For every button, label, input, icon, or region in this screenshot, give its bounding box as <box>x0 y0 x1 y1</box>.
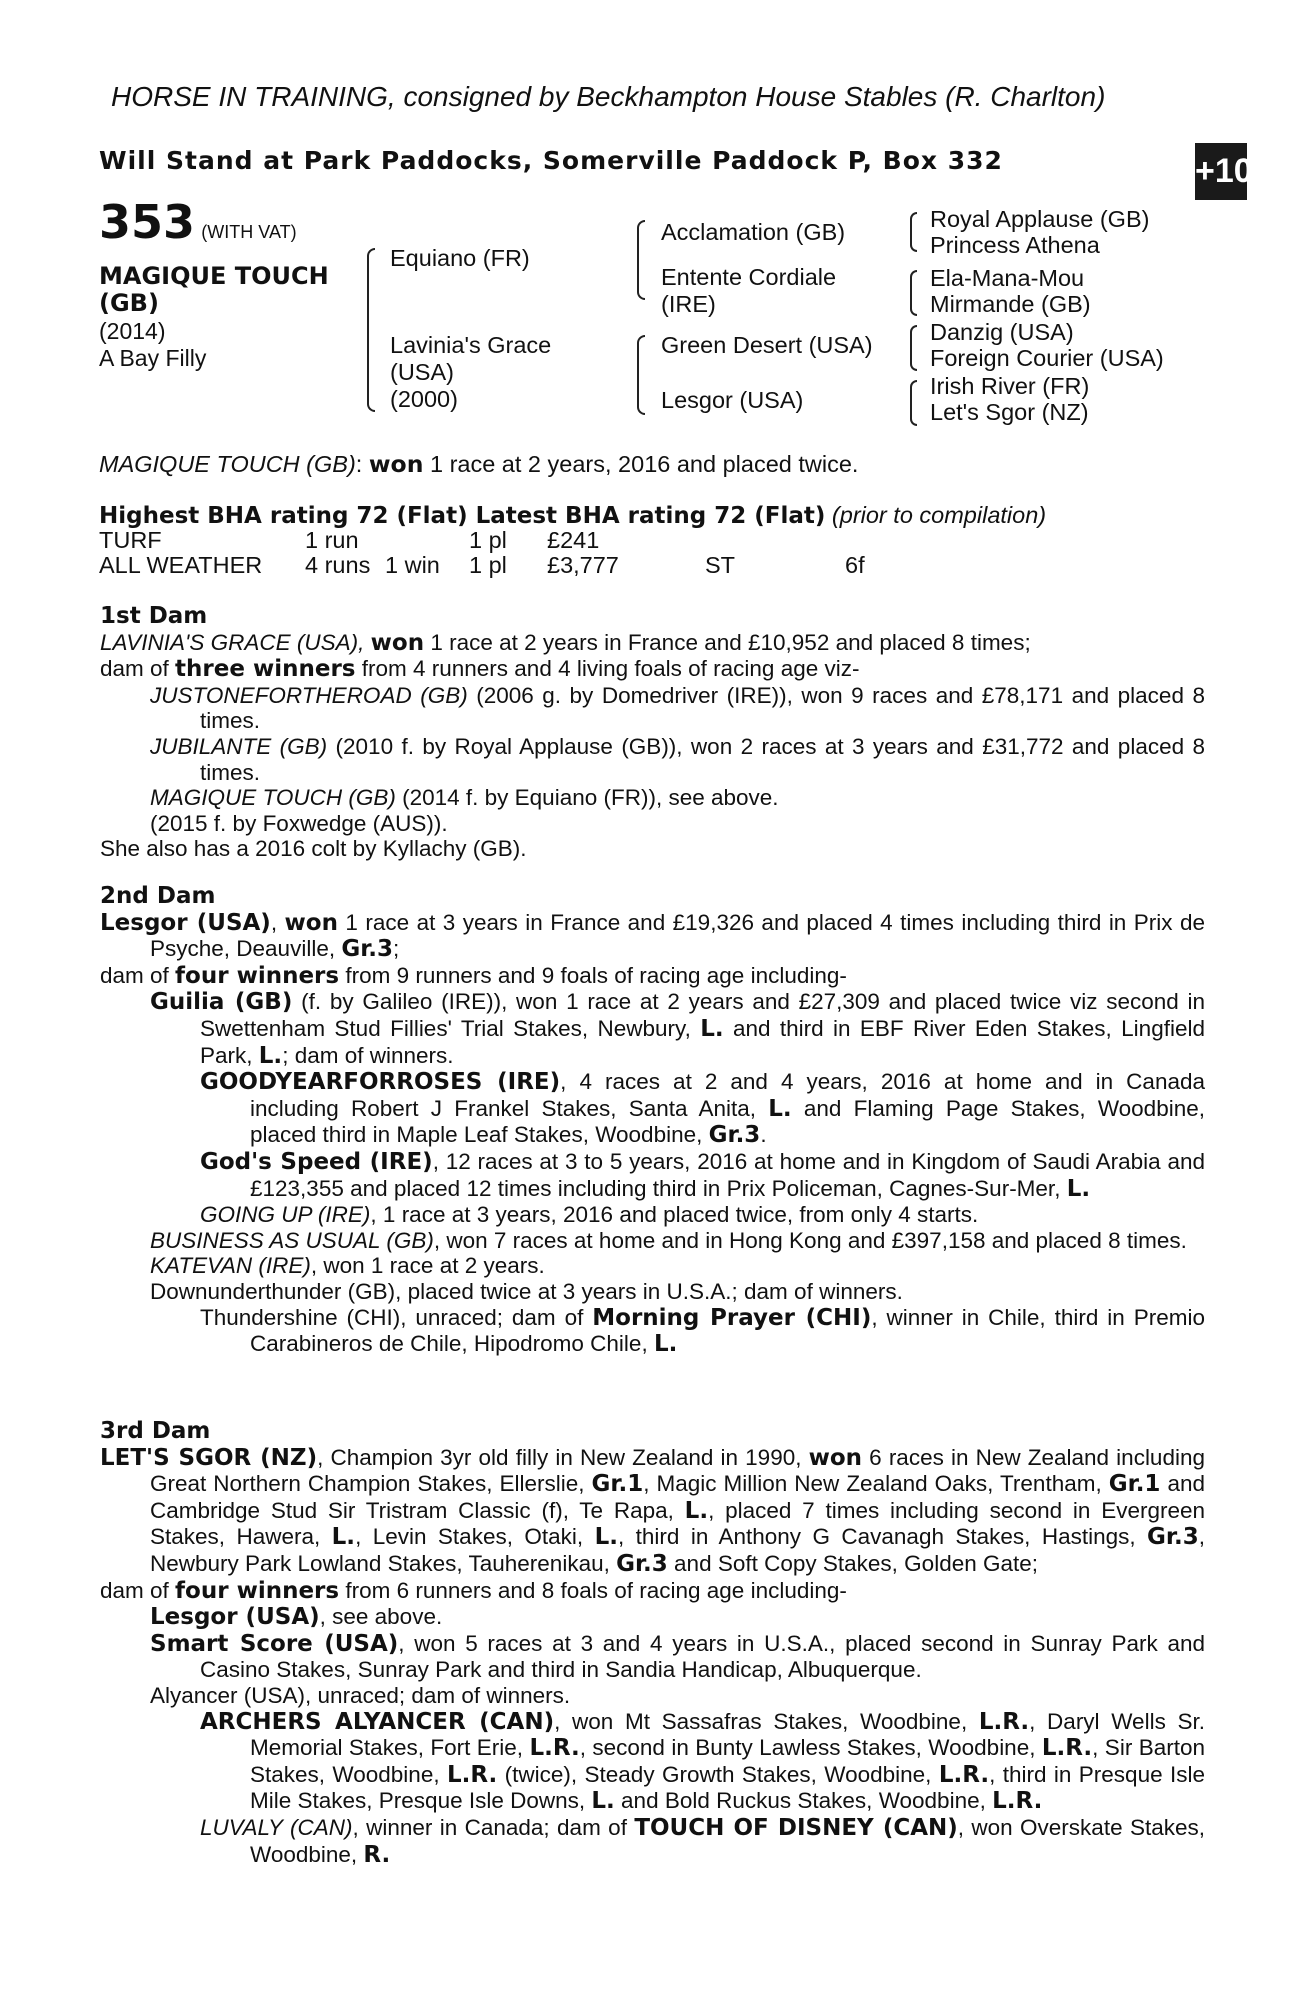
dam3-progeny-smartscore: Smart Score (USA), won 5 races at 3 and 4 years in U.S.A., placed second in Sunray Park and Casino Stakes, Sunray Park and third in Sandia Handicap, Albuquerque. <box>150 1630 1205 1683</box>
pedigree-dam-line2: (USA) <box>390 359 454 385</box>
pedigree-ddd: Let's Sgor (NZ) <box>930 399 1089 425</box>
bha-rating <box>99 503 1046 530</box>
pedigree-brace-dd <box>910 380 917 426</box>
horse-year: (2014) <box>99 318 166 344</box>
dam2-progeny-downunder: Downunderthunder (GB), placed twice at 3 years in U.S.A.; dam of winners. <box>150 1278 903 1304</box>
bha-rating-note: (prior to compilation) <box>831 502 1047 528</box>
summary-horse-name: MAGIQUE TOUCH (GB) <box>99 451 356 477</box>
plus10-badge-label: +10 <box>1195 152 1253 190</box>
pedigree-sdd: Mirmande (GB) <box>930 291 1091 317</box>
dam2-progeny-thundershine: Thundershine (CHI), unraced; dam of Morning Prayer (CHI), winner in Chile, third in Premio Carabineros de Chile, Hipodromo Chile, L. <box>200 1304 1205 1358</box>
race-summary: MAGIQUE TOUCH (GB): won 1 race at 2 years, 2016 and placed twice. <box>99 450 859 478</box>
dam2-progeny-godsspeed: God's Speed (IRE), 12 races at 3 to 5 years, 2016 at home and in Kingdom of Saudi Arabia and £123,355 and placed 12 times including third in Prix Policeman, Cagnes-Sur-Mer, L. <box>200 1148 1205 1202</box>
second-dam-section: 2nd Dam Lesgor (USA), won 1 race at 3 years in France and £19,326 and placed 4 times including third in Prix de Psyche, Deauville, Gr.3; dam of four winners from 9 runners and 9 foals of racing age including- Guilia (GB) (f. by Galileo (IRE)), won 1 race at 2 years and £27,309 and placed twice viz second in Swettenham Stud Fillies' Trial Stakes, Newbury, L. and third in EBF River Eden Stakes, Lingfield Park, L.; dam of winners. GOODYEARFORROSES (IRE), 4 races at 2 and 4 years, 2016 at home and in Canada including Robert J Frankel Stakes, Santa Anita, L. and Flaming Page Stakes, Woodbine, placed third in Maple Leaf Stakes, Woodbine, Gr.3. God's Speed (IRE), 12 races at 3 to 5 years, 2016 at home and in Kingdom of Saudi Arabia and £123,355 and placed 12 times including third in Prix Policeman, Cagnes-Sur-Mer, L. GOING UP (IRE), 1 race at 3 years, 2016 and placed twice, from only 4 starts. BUSINESS AS USUAL (GB), won 7 races at home and in Hong Kong and £397,158 and placed 8 times. KATEVAN (IRE), won 1 race at 2 years. Downunderthunder (GB), placed twice at 3 years in U.S.A.; dam of winners. Thundershine (CHI), unraced; dam of Morning Prayer (CHI), winner in Chile, third in Premio Carabineros de Chile, Hipodromo Chile, L. <box>100 883 1206 1358</box>
pedigree-sire-dam-line2: (IRE) <box>661 291 716 317</box>
horse-name: MAGIQUE TOUCH <box>99 262 329 290</box>
pedigree-brace-dam <box>637 335 645 415</box>
dam2-progeny-guilia: Guilia (GB) (f. by Galileo (IRE)), won 1 race at 2 years and £27,309 and placed twice viz second in Swettenham Stud Fillies' Trial Stakes, Newbury, L. and third in EBF River Eden Stakes, Lingfield Park, L.; dam of winners. <box>150 989 1206 1069</box>
dam3-progeny-lesgor: Lesgor (USA), see above. <box>150 1604 443 1631</box>
dam2-progeny-goingup: GOING UP (IRE), 1 race at 3 years, 2016 and placed twice, from only 4 starts. <box>200 1202 979 1228</box>
dam1-progeny-1: JUSTONEFORTHEROAD (GB) (2006 g. by Domedriver (IRE)), won 9 races and £78,171 and placed 8 times. <box>150 682 1205 734</box>
dam2-progeny-katevan: KATEVAN (IRE), won 1 race at 2 years. <box>150 1253 545 1279</box>
pedigree-dsd: Foreign Courier (USA) <box>930 345 1164 371</box>
plus10-badge <box>1195 143 1253 200</box>
pedigree-brace-sd <box>910 270 917 316</box>
summary-rest: 1 race at 2 years, 2016 and placed twice. <box>423 451 859 477</box>
dam1-note: She also has a 2016 colt by Kyllachy (GB). <box>100 836 527 862</box>
third-dam-section: 3rd Dam LET'S SGOR (NZ), Champion 3yr old filly in New Zealand in 1990, won 6 races in New Zealand including Great Northern Champion Stakes, Ellerslie, Gr.1, Magic Million New Zealand Oaks, Trentham, Gr.1 and Cambridge Stud Sir Tristram Classic (f), Te Rapa, L., placed 7 times including second in Evergreen Stakes, Hawera, L., Levin Stakes, Otaki, L., third in Anthony G Cavanagh Stakes, Hastings, Gr.3, Newbury Park Lowland Stakes, Tauherenikau, Gr.3 and Soft Copy Stakes, Golden Gate; dam of four winners from 6 runners and 8 foals of racing age including- Lesgor (USA), see above. Smart Score (USA), won 5 races at 3 and 4 years in U.S.A., placed second in Sunray Park and Casino Stakes, Sunray Park and third in Sandia Handicap, Albuquerque. Alyancer (USA), unraced; dam of winners. ARCHERS ALYANCER (CAN), won Mt Sassafras Stakes, Woodbine, L.R., Daryl Wells Sr. Memorial Stakes, Fort Erie, L.R., second in Bunty Lawless Stakes, Woodbine, L.R., Sir Barton Stakes, Woodbine, L.R. (twice), Steady Growth Stakes, Woodbine, L.R., third in Presque Isle Mile Stakes, Presque Isle Downs, L. and Bold Ruckus Stakes, Woodbine, L.R. LUVALY (CAN), winner in Canada; dam of TOUCH OF DISNEY (CAN), won Overskate Stakes, Woodbine, R. <box>100 1418 1206 1868</box>
pedigree-brace-parents <box>367 248 375 412</box>
horse-country: (GB) <box>99 289 159 317</box>
dam2-progeny-goodyear: GOODYEARFORROSES (IRE), 4 races at 2 and 4 years, 2016 at home and in Canada including Robert J Frankel Stakes, Santa Anita, L. and Flaming Page Stakes, Woodbine, placed third in Maple Leaf Stakes, Woodbine, Gr.3. <box>200 1069 1205 1149</box>
pedigree-dam-line3: (2000) <box>390 386 458 412</box>
page-header-title: HORSE IN TRAINING, consigned by Beckhampton House Stables (R. Charlton) <box>111 81 1106 112</box>
pedigree-dds: Irish River (FR) <box>930 373 1090 399</box>
pedigree-brace-sire <box>637 220 645 300</box>
lot-number: 353 <box>99 195 196 249</box>
pedigree-dam-sire: Green Desert (USA) <box>661 332 873 358</box>
dam3-progeny-alyancer: Alyancer (USA), unraced; dam of winners. <box>150 1682 571 1708</box>
dam3-progeny-archers: ARCHERS ALYANCER (CAN), won Mt Sassafras Stakes, Woodbine, L.R., Daryl Wells Sr. Memorial Stakes, Fort Erie, L.R., second in Bunty Lawless Stakes, Woodbine, L.R., Sir Barton Stakes, Woodbine, L.R. (twice), Steady Growth Stakes, Woodbine, L.R., third in Presque Isle Mile Stakes, Presque Isle Downs, L. and Bold Ruckus Stakes, Woodbine, L.R. <box>200 1708 1206 1815</box>
pedigree-brace-ds <box>910 325 917 371</box>
first-dam-heading: 1st Dam <box>100 603 208 629</box>
stand-location: Will Stand at Park Paddocks, Somerville Paddock P, Box 332 <box>99 146 1003 175</box>
pedigree-sire-dam-line1: Entente Cordiale <box>661 264 837 290</box>
horse-description: A Bay Filly <box>99 345 207 371</box>
first-dam-section: 1st Dam LAVINIA'S GRACE (USA), won 1 race at 2 years in France and £10,952 and placed 8 times; dam of three winners from 4 runners and 4 living foals of racing age viz- JUSTONEFORTHEROAD (GB) (2006 g. by Domedriver (IRE)), won 9 races and £78,171 and placed 8 times. JUBILANTE (GB) (2010 f. by Royal Applause (GB)), won 2 races at 3 years and £31,772 and placed 8 times. MAGIQUE TOUCH (GB) (2014 f. by Equiano (FR)), see above. (2015 f. by Foxwedge (AUS)). She also has a 2016 colt by Kyllachy (GB). <box>100 603 1205 862</box>
dam2-progeny-business: BUSINESS AS USUAL (GB), won 7 races at home and in Hong Kong and £397,158 and placed 8 times. <box>150 1227 1187 1253</box>
pedigree-ssd: Princess Athena <box>930 232 1100 258</box>
dam1-progeny-3: MAGIQUE TOUCH (GB) (2014 f. by Equiano (FR)), see above. <box>150 785 779 811</box>
vat-label: (WITH VAT) <box>201 222 297 242</box>
pedigree-dam-line1: Lavinia's Grace <box>390 332 552 358</box>
pedigree-sss: Royal Applause (GB) <box>930 206 1150 232</box>
pedigree-sire: Equiano (FR) <box>390 245 530 271</box>
third-dam-heading: 3rd Dam <box>100 1418 211 1444</box>
pedigree-sire-sire: Acclamation (GB) <box>661 219 846 245</box>
pedigree-brace-ss <box>910 212 917 252</box>
lot-number-row <box>99 195 297 249</box>
second-dam-heading: 2nd Dam <box>100 883 216 909</box>
summary-won: won <box>368 450 424 478</box>
pedigree-dam-dam: Lesgor (USA) <box>661 387 804 413</box>
dam1-progeny-2: JUBILANTE (GB) (2010 f. by Royal Applause (GB)), won 2 races at 3 years and £31,772 and placed 8 times. <box>150 733 1205 785</box>
pedigree-sds: Ela-Mana-Mou <box>930 265 1085 291</box>
dam3-progeny-luvaly: LUVALY (CAN), winner in Canada; dam of TOUCH OF DISNEY (CAN), won Overskate Stakes, Woodbine, R. <box>200 1814 1205 1868</box>
dam1-progeny-4: (2015 f. by Foxwedge (AUS)). <box>150 810 448 836</box>
bha-rating-text: Highest BHA rating 72 (Flat) Latest BHA rating 72 (Flat) <box>99 503 826 529</box>
pedigree-dss: Danzig (USA) <box>930 319 1074 345</box>
